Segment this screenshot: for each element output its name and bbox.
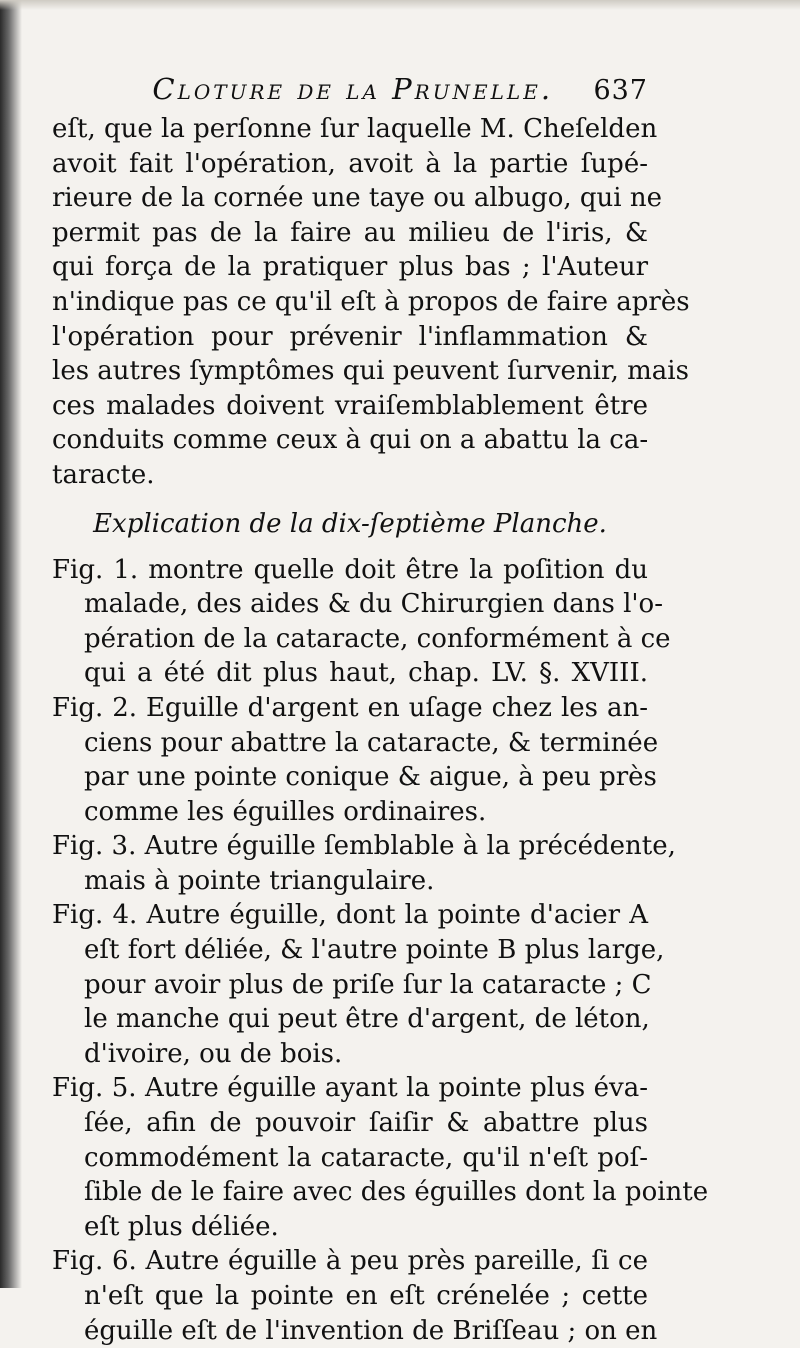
running-title: Cloture de la Prunelle.	[152, 72, 554, 106]
book-page	[52, 72, 709, 1348]
text-line: Fig. 2. Eguille d'argent en uſage chez les an-	[52, 692, 648, 723]
text-line: le manche qui peut être d'argent, de léton,	[84, 1004, 650, 1035]
text-line: qui a été dit plus haut, chap. LV. §. XVIII.	[84, 658, 648, 689]
text-line: n'indique pas ce qu'il eſt à propos de faire après	[52, 286, 690, 317]
text-line: les autres ſymptômes qui peuvent ſurvenir, mais	[52, 356, 689, 387]
text-line: taracte.	[52, 459, 155, 490]
figure-entry-6	[52, 1244, 658, 1348]
text-line: avoit fait l'opération, avoit à la partie ſupé-	[52, 148, 648, 179]
text-line: par une pointe conique & aigue, à peu près	[84, 762, 657, 793]
text-line: d'ivoire, ou de bois.	[84, 1038, 343, 1069]
text-line: eſt fort déliée, & l'autre pointe B plus large,	[84, 935, 665, 966]
body-paragraph	[52, 112, 690, 493]
page-number: 637	[593, 75, 648, 106]
text-line: éguille eſt de l'invention de Briſſeau ; on en	[84, 1315, 658, 1346]
text-line: n'eſt que la pointe en eſt crénelée ; cette	[84, 1281, 648, 1311]
figure-entry-2	[52, 691, 659, 829]
text-line: Fig. 1. montre quelle doit être la poſition du	[52, 554, 648, 585]
text-line: eſt, que la perſonne ſur laquelle M. Cheſelden	[52, 114, 658, 144]
text-line: pour avoir plus de priſe ſur la cataracte ; C	[84, 969, 652, 1000]
figure-entry-4	[52, 898, 665, 1071]
text-line: Fig. 6. Autre éguille à peu près pareille, ſi ce	[52, 1246, 648, 1277]
running-head	[112, 72, 648, 108]
text-line: ſée, afin de pouvoir ſaiſir & abattre plus	[84, 1108, 648, 1139]
text-line: qui força de la pratiquer plus bas ; l'Auteur	[52, 252, 648, 283]
text-line: rieure de la cornée une taye ou albugo, qui ne	[52, 183, 662, 214]
text-line: Fig. 5. Autre éguille ayant la pointe plus éva-	[52, 1073, 648, 1104]
text-line: commodément la cataracte, qu'il n'eſt poſ-	[84, 1142, 648, 1173]
figure-entry-3	[52, 829, 676, 898]
text-line: permit pas de la faire au milieu de l'iris, &	[52, 217, 648, 248]
text-line: ſible de le faire avec des éguilles dont la pointe	[84, 1177, 709, 1208]
text-line: ciens pour abattre la cataracte, & terminée	[84, 727, 659, 758]
text-line: conduits comme ceux à qui on a abattu la ca-	[52, 425, 649, 456]
figure-entry-1	[52, 553, 671, 691]
text-line: ces malades doivent vraiſemblablement être	[52, 390, 648, 421]
text-line: comme les éguilles ordinaires.	[84, 796, 487, 827]
section-heading: Explication de la dix-ſeptième Planche.	[93, 508, 607, 539]
book-spine-shadow	[0, 0, 22, 1288]
text-line: Fig. 3. Autre éguille ſemblable à la précédente,	[52, 831, 676, 862]
text-line: Fig. 4. Autre éguille, dont la pointe d'acier A	[52, 900, 648, 931]
text-line: eſt plus déliée.	[84, 1211, 279, 1242]
text-line: mais à pointe triangulaire.	[84, 865, 435, 896]
page-top-shadow	[0, 0, 800, 10]
figure-entry-5	[52, 1071, 709, 1244]
text-line: malade, des aides & du Chirurgien dans l'o-	[84, 589, 663, 620]
text-line: pération de la cataracte, conformément à ce	[84, 623, 671, 654]
text-line: l'opération pour prévenir l'inflammation &	[52, 321, 648, 352]
